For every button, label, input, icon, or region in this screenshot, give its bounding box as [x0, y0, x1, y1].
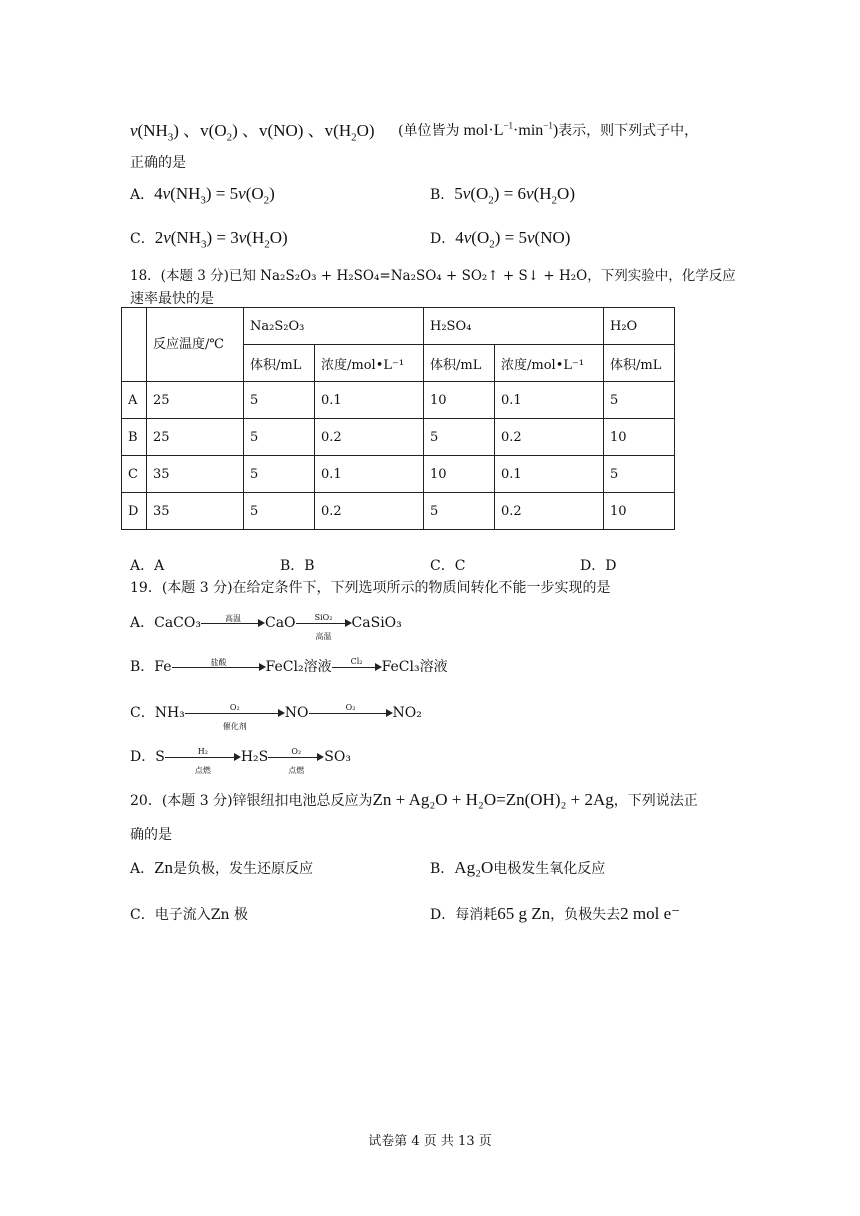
arrow-icon: 盐酸 — [172, 659, 266, 675]
cell-c1: 0.1 — [315, 456, 424, 493]
arrow-icon: Cl₂ — [332, 659, 382, 675]
q18-option-b: B．B — [280, 558, 315, 574]
q17-option-b: B．$5v(O_2) = 6v(H_2O)$ — [430, 184, 575, 207]
q17-option-a: A．$4v(NH_3) = 5v(O_2)$ — [130, 184, 275, 207]
q17-line2: 正确的是 — [130, 155, 186, 171]
q20-equation: Zn + Ag₂O + H₂O=Zn(OH)₂ + 2Ag — [372, 790, 614, 809]
sub-vol-2: 体积/mL — [424, 345, 495, 382]
page-footer: 试卷第 4 页 共 13 页 — [368, 1134, 492, 1149]
cell-v3: 10 — [604, 493, 675, 530]
q19-option-d: D．S H₂ 点燃 H₂S O₂ 点燃 SO₃ — [130, 747, 351, 775]
q18-stem-line2: 速率最快的是 — [130, 291, 214, 307]
q20-option-c: C．电子流入Zn 极 — [130, 907, 248, 923]
cell-v1: 5 — [244, 419, 315, 456]
q19-stem: 19．(本题 3 分)在给定条件下，下列选项所示的物质间转化不能一步实现的是 — [130, 580, 611, 596]
cell-temp: 35 — [147, 456, 244, 493]
arrow-icon: O₂ 催化剂 — [185, 705, 285, 721]
cell-c1: 0.2 — [315, 493, 424, 530]
header-temp: 反应温度/℃ — [147, 308, 244, 382]
q20-line2: 确的是 — [130, 827, 172, 843]
cell-v2: 5 — [424, 419, 495, 456]
q17-rate-symbols: $v(NH_3)$ 、$v(O_2)$ 、v(NO) 、$v(H_2O)$ — [130, 121, 375, 144]
cell-v1: 5 — [244, 456, 315, 493]
cell-c2: 0.2 — [495, 419, 604, 456]
cell-v3: 5 — [604, 382, 675, 419]
arrow-icon: H₂ 点燃 — [165, 749, 241, 765]
cell-c2: 0.1 — [495, 382, 604, 419]
q20-option-b: B．Ag₂O电极发生氧化反应 — [430, 858, 606, 877]
arrow-icon: O₂ — [309, 705, 393, 721]
row-label: D — [122, 493, 147, 530]
cell-c2: 0.2 — [495, 493, 604, 530]
cell-temp: 35 — [147, 493, 244, 530]
cell-v3: 10 — [604, 419, 675, 456]
q18-stem-line1: 18．(本题 3 分)已知 Na₂S₂O₃ + H₂SO₄=Na₂SO₄ + SO₂↑ + S↓ + H₂O，下列实验中，化学反应 — [130, 268, 736, 284]
header-h2o: H₂O — [604, 308, 675, 345]
cell-v2: 10 — [424, 456, 495, 493]
q18-option-d: D．D — [580, 558, 617, 574]
sub-vol-3: 体积/mL — [604, 345, 675, 382]
q17-intro-tail: (单位皆为 $mol\cdot L^{-1}\cdot\min^{-1}$)表示，则下列式子中， — [398, 120, 699, 139]
row-label: A — [122, 382, 147, 419]
reaction-table — [121, 307, 675, 530]
row-label: C — [122, 456, 147, 493]
cell-c2: 0.1 — [495, 456, 604, 493]
cell-v2: 5 — [424, 493, 495, 530]
table-row — [122, 382, 675, 419]
table-row — [122, 456, 675, 493]
cell-c1: 0.1 — [315, 382, 424, 419]
q19-option-c: C．NH₃ O₂ 催化剂 NO O₂ NO₂ — [130, 703, 422, 731]
sub-conc-2: 浓度/mol•L⁻¹ — [495, 345, 604, 382]
arrow-icon: SiO₂ 高温 — [296, 615, 352, 631]
table-row — [122, 419, 675, 456]
cell-v3: 5 — [604, 456, 675, 493]
q20-option-a: A．Zn是负极，发生还原反应 — [130, 858, 314, 877]
cell-v1: 5 — [244, 382, 315, 419]
arrow-icon: 高温 — [201, 615, 265, 631]
sub-vol-1: 体积/mL — [244, 345, 315, 382]
cell-v1: 5 — [244, 493, 315, 530]
cell-v2: 10 — [424, 382, 495, 419]
q19-option-b: B．Fe 盐酸 FeCl₂溶液 Cl₂ FeCl₃溶液 — [130, 657, 448, 675]
q20-stem: 20．(本题 3 分)锌银纽扣电池总反应为Zn + Ag₂O + H₂O=Zn(OH)₂ + 2Ag，下列说法正 — [130, 790, 698, 809]
q17-option-d: D．$4v(O_2) = 5v(NO)$ — [430, 228, 571, 251]
sub-conc-1: 浓度/mol•L⁻¹ — [315, 345, 424, 382]
table-row — [122, 493, 675, 530]
q20-option-d: D．每消耗65 g Zn，负极失去2 mol e⁻ — [430, 904, 681, 923]
cell-temp: 25 — [147, 419, 244, 456]
q19-option-a: A．CaCO₃ 高温 CaO SiO₂ 高温 CaSiO₃ — [130, 613, 402, 641]
header-na2s2o3: Na₂S₂O₃ — [244, 308, 424, 345]
q18-option-c: C．C — [430, 558, 466, 574]
q17-option-c: C．$2v(NH_3) = 3v(H_2O)$ — [130, 228, 288, 251]
cell-c1: 0.2 — [315, 419, 424, 456]
cell-temp: 25 — [147, 382, 244, 419]
row-label: B — [122, 419, 147, 456]
q18-option-a: A．A — [130, 558, 165, 574]
arrow-icon: O₂ 点燃 — [268, 749, 324, 765]
header-h2so4: H₂SO₄ — [424, 308, 604, 345]
